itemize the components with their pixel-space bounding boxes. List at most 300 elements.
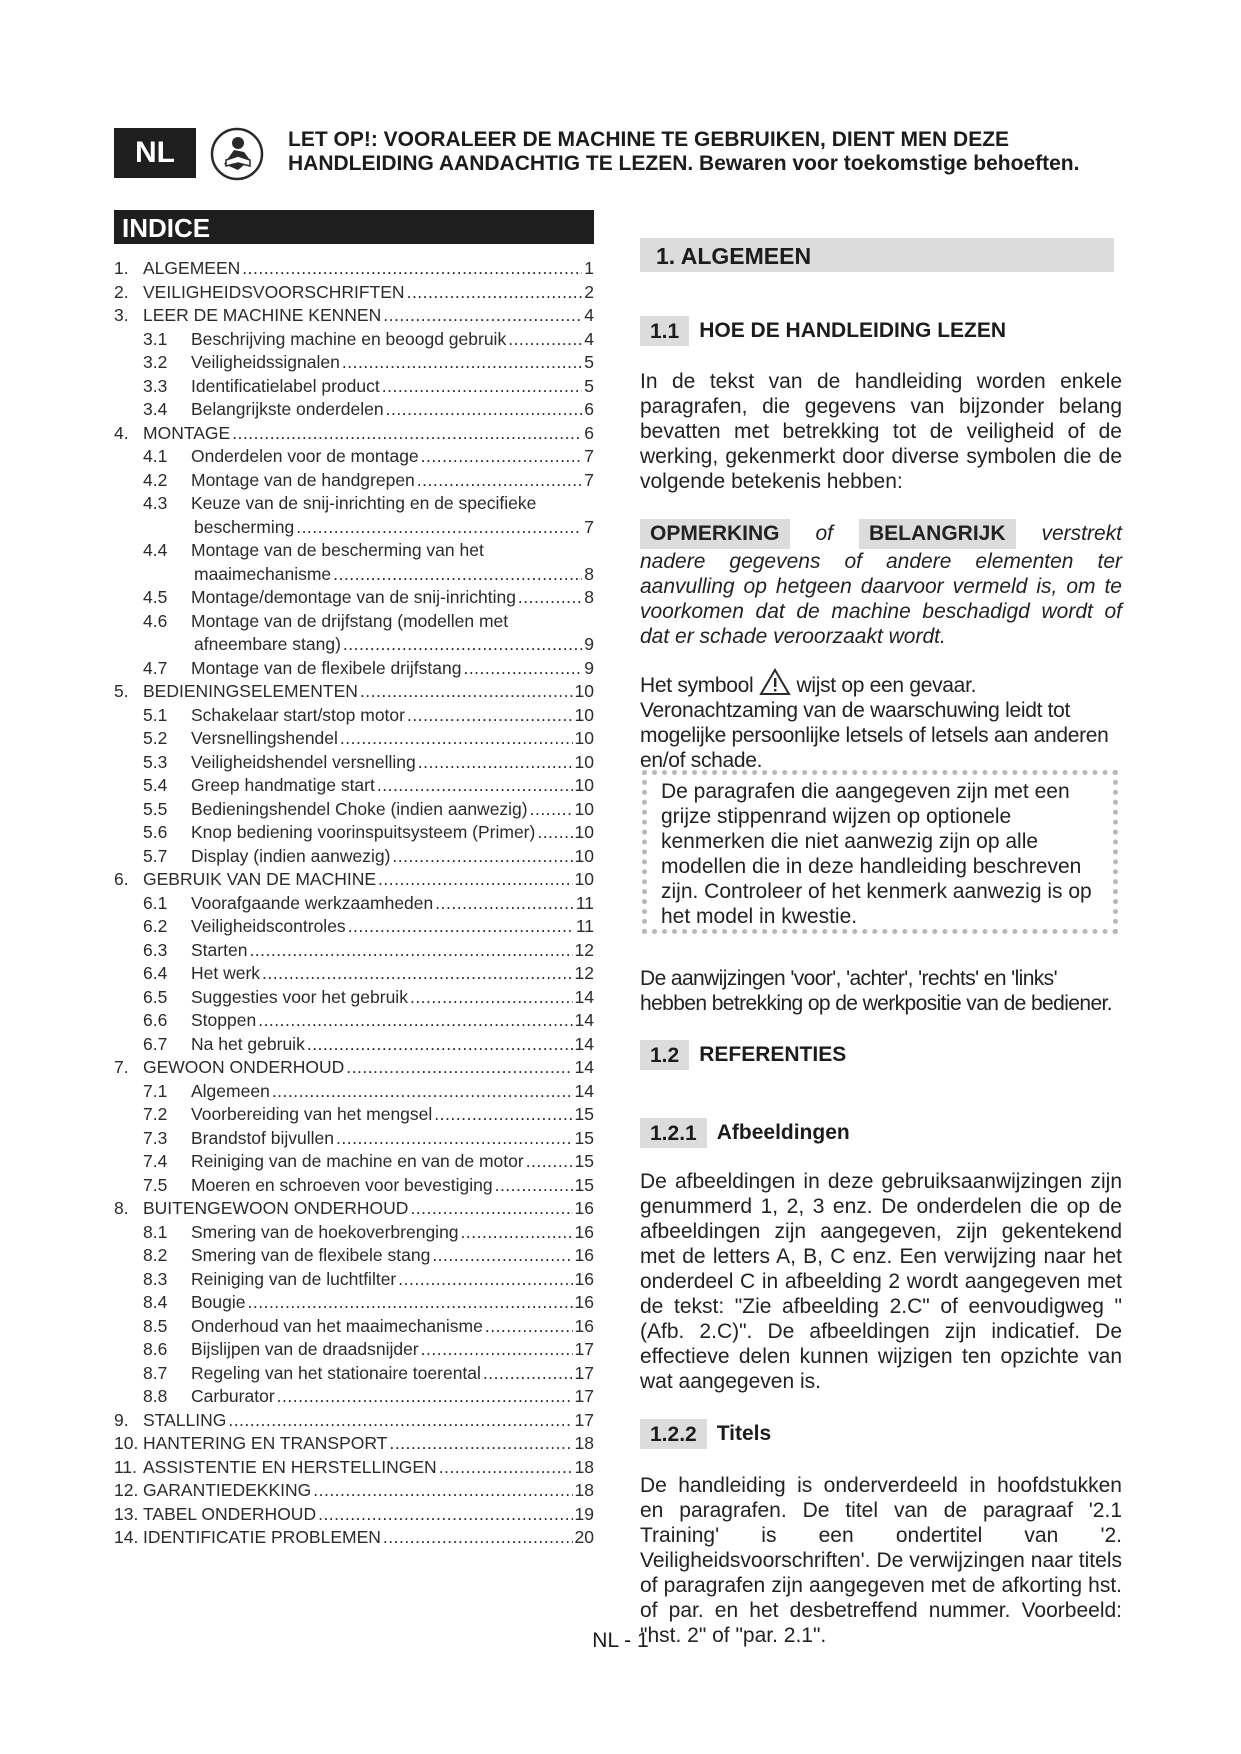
important-tag: BELANGRIJK bbox=[859, 519, 1016, 549]
toc-page: 9 bbox=[584, 657, 594, 678]
toc-number: 1. bbox=[114, 258, 129, 278]
toc-label: BUITENGEWOON ONDERHOUD bbox=[143, 1198, 409, 1218]
index-title: INDICE bbox=[114, 210, 594, 244]
toc-page: 16 bbox=[574, 1268, 594, 1289]
toc-label: Bedieningshendel Choke (indien aanwezig) bbox=[191, 798, 528, 819]
toc-number: 10. bbox=[114, 1433, 139, 1453]
toc-page: 2 bbox=[584, 281, 594, 302]
toc-number: 7.2 bbox=[143, 1104, 168, 1124]
toc-page: 12 bbox=[574, 939, 594, 960]
symbol-intro: Het symbool bbox=[640, 674, 754, 697]
toc-label: Veiligheidssignalen bbox=[191, 352, 340, 372]
toc-entry bbox=[114, 1127, 594, 1151]
toc-page: 19 bbox=[574, 1503, 594, 1524]
toc-number: 8.6 bbox=[143, 1339, 168, 1359]
toc-leader-dots bbox=[296, 516, 582, 540]
toc-entry bbox=[114, 1033, 594, 1057]
toc-page: 17 bbox=[574, 1339, 594, 1359]
images-paragraph: De afbeeldingen in deze gebruiksaanwijzingen zijn genummerd 1, 2, 3 enz. De onderdelen die op de afbeeldingen zijn aangegeven, zijn gekentekend met de letters A, B, C enz. Een verwijzing naar het onderdeel C in afbeelding 2 wordt aangegeven met de tekst: "Zie afbeelding 2.C" of eenvoudigweg "(Afb. 2.C)". De afbeeldingen zijn indicatief. De effectieve delen kunnen wijzigen ten opzichte van wat aangegeven is. bbox=[640, 1170, 1122, 1393]
toc-number: 5.2 bbox=[143, 728, 168, 748]
toc-entry bbox=[114, 539, 594, 563]
toc-leader-dots bbox=[483, 1362, 573, 1386]
toc-number: 4.2 bbox=[143, 469, 168, 490]
toc-page: 12 bbox=[574, 963, 594, 983]
toc-entry bbox=[114, 798, 594, 822]
toc-number: 7.3 bbox=[143, 1127, 168, 1148]
toc-number: 7.5 bbox=[143, 1174, 168, 1195]
section-title: REFERENTIES bbox=[699, 1043, 847, 1066]
toc-page: 18 bbox=[574, 1456, 594, 1477]
toc-number: 4.5 bbox=[143, 587, 168, 607]
section-title: Titels bbox=[716, 1422, 772, 1445]
toc-entry bbox=[114, 1432, 594, 1456]
toc-leader-dots bbox=[360, 680, 573, 704]
toc-label: Voorafgaande werkzaamheden bbox=[191, 892, 434, 913]
toc-number: 4.1 bbox=[143, 446, 168, 466]
toc-number: 5.7 bbox=[143, 845, 168, 866]
toc-entry bbox=[114, 281, 594, 305]
toc-number: 7. bbox=[114, 1057, 129, 1077]
toc-number: 14. bbox=[114, 1527, 139, 1547]
toc-leader-dots bbox=[421, 1338, 573, 1362]
toc-number: 5.5 bbox=[143, 798, 168, 819]
toc-page: 16 bbox=[574, 1198, 594, 1218]
toc-label: Regeling van het stationaire toerental bbox=[191, 1362, 481, 1383]
toc-page: 20 bbox=[574, 1527, 594, 1547]
toc-page: 7 bbox=[584, 446, 594, 466]
toc-entry bbox=[114, 892, 594, 916]
toc-number: 3.4 bbox=[143, 399, 168, 419]
toc-leader-dots bbox=[410, 1197, 572, 1221]
toc-number: 6.2 bbox=[143, 916, 168, 936]
toc-page: 10 bbox=[574, 869, 594, 889]
toc-number: 4.7 bbox=[143, 657, 168, 678]
section-1-1-heading bbox=[640, 316, 1006, 346]
toc-leader-dots bbox=[248, 1291, 573, 1315]
toc-label: TABEL ONDERHOUD bbox=[143, 1503, 317, 1524]
toc-label: Greep handmatige start bbox=[191, 775, 375, 795]
language-badge: NL bbox=[114, 128, 196, 178]
toc-leader-dots bbox=[333, 563, 582, 587]
toc-leader-dots bbox=[417, 469, 582, 493]
toc-label: Het werk bbox=[191, 963, 261, 983]
toc-page: 1 bbox=[584, 258, 594, 278]
toc-number: 4. bbox=[114, 422, 129, 443]
toc-leader-dots bbox=[461, 1221, 573, 1245]
toc-number: 5.4 bbox=[143, 775, 168, 795]
toc-label: Montage van de handgrepen bbox=[191, 469, 415, 490]
toc-page: 9 bbox=[584, 634, 594, 654]
toc-number: 5.1 bbox=[143, 704, 168, 725]
toc-page: 10 bbox=[574, 704, 594, 725]
toc-page: 17 bbox=[574, 1409, 594, 1430]
toc-entry bbox=[114, 328, 594, 352]
toc-page: 4 bbox=[584, 328, 594, 349]
toc-leader-dots bbox=[407, 704, 573, 728]
toc-label: STALLING bbox=[143, 1409, 227, 1430]
note-text: verstrekt nadere gegevens of andere elementen ter aanvulling op hetgeen daarvoor vermeld is, om te voorkomen dat de machine beschadigd wordt of dat er schade veroorzaakt wordt. bbox=[640, 522, 1123, 648]
toc-entry bbox=[114, 986, 594, 1010]
toc-number: 8.7 bbox=[143, 1362, 168, 1383]
toc-label: Reiniging van de machine en van de motor bbox=[191, 1151, 524, 1171]
toc-label: afneembare stang) bbox=[194, 634, 341, 654]
toc-label: Veiligheidscontroles bbox=[191, 916, 346, 936]
toc-number: 5.3 bbox=[143, 751, 168, 772]
toc-label: Montage van de bescherming van het bbox=[191, 540, 484, 560]
toc-page: 5 bbox=[584, 352, 594, 372]
toc-label: Suggesties voor het gebruik bbox=[191, 986, 408, 1007]
toc-entry bbox=[114, 1479, 594, 1503]
toc-page: 17 bbox=[574, 1386, 594, 1406]
toc-entry bbox=[114, 1268, 594, 1292]
toc-page: 14 bbox=[574, 1057, 594, 1077]
toc-entry bbox=[114, 516, 594, 540]
toc-leader-dots bbox=[232, 422, 582, 446]
toc-entry bbox=[114, 1526, 594, 1550]
section-title: Afbeeldingen bbox=[716, 1121, 850, 1144]
toc-leader-dots bbox=[434, 1103, 572, 1127]
toc-label: BEDIENINGSELEMENTEN bbox=[143, 681, 358, 701]
titles-paragraph: De handleiding is onderverdeeld in hoofdstukken en paragrafen. De titel van de paragraaf '2.1 Training' is een ondertitel van '2. Veiligheidsvoorschriften'. De verwijzingen naar titels of paragrafen zijn aangegeven met de afkorting hst. of par. en het desbetreffend nummer. Voorbeeld: "hst. 2" of "par. 2.1". bbox=[640, 1474, 1122, 1647]
toc-entry bbox=[114, 680, 594, 704]
toc-leader-dots bbox=[258, 1009, 572, 1033]
toc-leader-dots bbox=[485, 1315, 573, 1339]
toc-leader-dots bbox=[421, 445, 583, 469]
toc-page: 6 bbox=[584, 422, 594, 443]
reading-manual-icon bbox=[208, 126, 266, 182]
toc-number: 6.5 bbox=[143, 986, 168, 1007]
toc-leader-dots bbox=[383, 1526, 573, 1550]
toc-page: 14 bbox=[574, 1010, 594, 1030]
toc-page: 6 bbox=[584, 399, 594, 419]
toc-label: Stoppen bbox=[191, 1010, 257, 1030]
optional-features-text: De paragrafen die aangegeven zijn met een grijze stippenrand wijzen op optionele kenmerken die niet aanwezig zijn op alle modellen die in deze handleiding beschreven zijn. Controleer of het kenmerk aanwezig is op het model in kwestie. bbox=[661, 780, 1092, 928]
toc-page: 18 bbox=[574, 1433, 594, 1453]
toc-label: Brandstof bijvullen bbox=[191, 1127, 334, 1148]
toc-page: 14 bbox=[574, 1033, 594, 1054]
toc-entry bbox=[114, 1456, 594, 1480]
toc-entry bbox=[114, 469, 594, 493]
toc-number: 8.2 bbox=[143, 1245, 168, 1265]
toc-entry bbox=[114, 1103, 594, 1127]
toc-leader-dots bbox=[537, 821, 572, 845]
note-paragraph bbox=[640, 519, 1122, 649]
toc-page: 14 bbox=[574, 986, 594, 1007]
toc-number: 2. bbox=[114, 281, 129, 302]
toc-label: GEBRUIK VAN DE MACHINE bbox=[143, 869, 377, 889]
section-number: 1.2.2 bbox=[640, 1419, 707, 1449]
toc-entry bbox=[114, 1244, 594, 1268]
toc-entry bbox=[114, 704, 594, 728]
toc-label: Schakelaar start/stop motor bbox=[191, 704, 405, 725]
toc-page: 10 bbox=[574, 845, 594, 866]
toc-page: 18 bbox=[574, 1480, 594, 1500]
section-1-2-heading bbox=[640, 1040, 846, 1070]
toc-label: GARANTIEDEKKING bbox=[143, 1480, 312, 1500]
toc-leader-dots bbox=[262, 962, 572, 986]
toc-label: Onderdelen voor de montage bbox=[191, 446, 419, 466]
toc-page: 15 bbox=[574, 1174, 594, 1195]
toc-label: Bougie bbox=[191, 1292, 246, 1312]
toc-page: 8 bbox=[584, 563, 594, 584]
toc-page: 8 bbox=[584, 587, 594, 607]
toc-leader-dots bbox=[398, 1268, 572, 1292]
toc-page: 15 bbox=[574, 1151, 594, 1171]
toc-label: Smering van de flexibele stang bbox=[191, 1245, 431, 1265]
optional-features-box bbox=[642, 770, 1118, 934]
symbol-description: wijst op een gevaar. Veronachtzaming van de waarschuwing leidt tot mogelijke persoonlijke letsels of letsels aan anderen en/of schade. bbox=[640, 674, 1109, 772]
toc-leader-dots bbox=[249, 939, 572, 963]
toc-leader-dots bbox=[383, 304, 582, 328]
toc-number: 6.1 bbox=[143, 892, 168, 913]
toc-leader-dots bbox=[432, 1244, 572, 1268]
toc-entry bbox=[114, 727, 594, 751]
toc-leader-dots bbox=[382, 375, 583, 399]
toc-entry bbox=[114, 868, 594, 892]
toc-leader-dots bbox=[495, 1174, 573, 1198]
section-number: 1.2 bbox=[640, 1040, 689, 1070]
toc-page: 11 bbox=[575, 892, 594, 913]
toc-number: 8.3 bbox=[143, 1268, 168, 1289]
toc-number: 4.3 bbox=[143, 493, 168, 513]
section-number: 1.1 bbox=[640, 316, 689, 346]
toc-number: 6.4 bbox=[143, 963, 168, 983]
toc-leader-dots bbox=[435, 892, 574, 916]
toc-leader-dots bbox=[508, 328, 582, 352]
section-1-heading: 1. ALGEMEEN bbox=[640, 238, 1114, 272]
toc-label: Keuze van de snij-inrichting en de specifieke bbox=[191, 493, 537, 513]
toc-label: Identificatielabel product bbox=[191, 375, 380, 396]
toc-leader-dots bbox=[346, 1056, 572, 1080]
toc-number: 3.1 bbox=[143, 328, 168, 349]
toc-entry bbox=[114, 1197, 594, 1221]
toc-label: HANTERING EN TRANSPORT bbox=[143, 1433, 388, 1453]
toc-leader-dots bbox=[418, 751, 573, 775]
toc-number: 4.6 bbox=[143, 610, 168, 631]
toc-page: 16 bbox=[574, 1221, 594, 1242]
toc-entry bbox=[114, 774, 594, 798]
toc-entry bbox=[114, 1009, 594, 1033]
toc-page: 10 bbox=[574, 681, 594, 701]
toc-entry bbox=[114, 657, 594, 681]
toc-label: Montage/demontage van de snij-inrichting bbox=[191, 587, 516, 607]
toc-leader-dots bbox=[343, 633, 582, 657]
toc-number: 4.4 bbox=[143, 540, 168, 560]
toc-leader-dots bbox=[340, 727, 573, 751]
toc-leader-dots bbox=[439, 1456, 573, 1480]
intro-paragraph: In de tekst van de handleiding worden enkele paragrafen, die gegevens van bijzonder belang bevatten met betrekking tot de veiligheid of de werking, gekenmerkt door diverse symbolen die de volgende betekenis hebben: bbox=[640, 370, 1122, 493]
page-number: NL - 1 bbox=[592, 1629, 649, 1652]
toc-entry bbox=[114, 1362, 594, 1386]
warning-triangle-icon bbox=[759, 668, 791, 696]
toc-entry bbox=[114, 821, 594, 845]
toc-page: 10 bbox=[574, 775, 594, 795]
toc-entry bbox=[114, 1291, 594, 1315]
toc-leader-dots bbox=[526, 1150, 573, 1174]
toc-label: Display (indien aanwezig) bbox=[191, 845, 391, 866]
section-number: 1.2.1 bbox=[640, 1118, 707, 1148]
toc-page: 16 bbox=[574, 1245, 594, 1265]
section-title: HOE DE HANDLEIDING LEZEN bbox=[699, 319, 1007, 342]
toc-number: 9. bbox=[114, 1409, 129, 1430]
toc-entry bbox=[114, 492, 594, 516]
toc-label: VEILIGHEIDSVOORSCHRIFTEN bbox=[143, 281, 405, 302]
toc-entry bbox=[114, 1221, 594, 1245]
toc-page: 16 bbox=[574, 1292, 594, 1312]
toc-entry bbox=[114, 398, 594, 422]
toc-label: bescherming bbox=[194, 516, 295, 537]
toc-label: Montage van de flexibele drijfstang bbox=[191, 657, 462, 678]
toc-page: 15 bbox=[574, 1127, 594, 1148]
directions-paragraph: De aanwijzingen 'voor', 'achter', 'rechts' en 'links' hebben betrekking op de werkpositie van de bediener. bbox=[640, 967, 1112, 1015]
toc-label: IDENTIFICATIE PROBLEMEN bbox=[143, 1527, 381, 1547]
toc-label: Versnellingshendel bbox=[191, 728, 338, 748]
toc-entry bbox=[114, 586, 594, 610]
toc-number: 11. bbox=[114, 1456, 138, 1477]
toc-label: maaimechanisme bbox=[194, 563, 332, 584]
toc-page: 16 bbox=[574, 1315, 594, 1336]
toc-page: 15 bbox=[574, 1104, 594, 1124]
toc-entry bbox=[114, 633, 594, 657]
toc-entry bbox=[114, 257, 594, 281]
section-1-2-2-heading bbox=[640, 1419, 771, 1449]
toc-entry bbox=[114, 845, 594, 869]
toc-leader-dots bbox=[336, 1127, 573, 1151]
toc-page: 7 bbox=[584, 516, 594, 537]
toc-entry bbox=[114, 1056, 594, 1080]
toc-entry bbox=[114, 422, 594, 446]
toc-entry bbox=[114, 351, 594, 375]
toc-label: Knop bediening voorinspuitsysteem (Primer) bbox=[191, 822, 536, 842]
toc-page: 17 bbox=[574, 1362, 594, 1383]
toc-label: Starten bbox=[191, 939, 248, 960]
toc-page: 10 bbox=[574, 728, 594, 748]
toc-number: 8.4 bbox=[143, 1292, 168, 1312]
toc-entry bbox=[114, 962, 594, 986]
toc-label: Onderhoud van het maaimechanisme bbox=[191, 1315, 483, 1336]
toc-page: 11 bbox=[575, 916, 594, 936]
toc-label: Veiligheidshendel versnelling bbox=[191, 751, 416, 772]
toc-label: Belangrijkste onderdelen bbox=[191, 399, 384, 419]
toc-entry bbox=[114, 375, 594, 399]
toc-number: 3.3 bbox=[143, 375, 168, 396]
toc-leader-dots bbox=[392, 845, 572, 869]
toc-leader-dots bbox=[242, 257, 582, 281]
toc-entry bbox=[114, 1174, 594, 1198]
toc-entry bbox=[114, 563, 594, 587]
toc-label: Smering van de hoekoverbrenging bbox=[191, 1221, 459, 1242]
toc-number: 12. bbox=[114, 1480, 139, 1500]
toc-leader-dots bbox=[518, 586, 582, 610]
toc-number: 13. bbox=[114, 1503, 139, 1524]
toc-leader-dots bbox=[277, 1385, 573, 1409]
toc-leader-dots bbox=[348, 915, 574, 939]
toc-number: 7.1 bbox=[143, 1080, 168, 1101]
toc-page: 7 bbox=[584, 469, 594, 490]
toc-number: 6. bbox=[114, 869, 129, 889]
note-tag: OPMERKING bbox=[640, 519, 790, 549]
toc-label: Beschrijving machine en beoogd gebruik bbox=[191, 328, 507, 349]
toc-number: 7.4 bbox=[143, 1151, 168, 1171]
toc-number: 6.3 bbox=[143, 939, 168, 960]
toc-number: 5. bbox=[114, 681, 129, 701]
toc-number: 6.7 bbox=[143, 1033, 168, 1054]
toc-label: Voorbereiding van het mengsel bbox=[191, 1104, 433, 1124]
toc-leader-dots bbox=[378, 868, 572, 892]
toc-entry bbox=[114, 751, 594, 775]
toc-number: 6.6 bbox=[143, 1010, 168, 1030]
toc-entry bbox=[114, 939, 594, 963]
toc-number: 5.6 bbox=[143, 822, 168, 842]
read-manual-warning: LET OP!: VOORALEER DE MACHINE TE GEBRUIKEN, DIENT MEN DEZE HANDLEIDING AANDACHTIG TE LEZEN. Bewaren voor toekomstige behoeften. bbox=[288, 128, 1080, 175]
toc-leader-dots bbox=[228, 1409, 572, 1433]
toc-label: Moeren en schroeven voor bevestiging bbox=[191, 1174, 493, 1195]
toc-label: Algemeen bbox=[191, 1080, 270, 1101]
toc-entry bbox=[114, 1409, 594, 1433]
toc-entry bbox=[114, 1315, 594, 1339]
toc-entry bbox=[114, 1503, 594, 1527]
toc-number: 8.1 bbox=[143, 1221, 168, 1242]
table-of-contents bbox=[114, 257, 594, 1550]
toc-leader-dots bbox=[377, 774, 573, 798]
toc-label: ALGEMEEN bbox=[143, 258, 241, 278]
toc-number: 8.8 bbox=[143, 1386, 168, 1406]
toc-leader-dots bbox=[463, 657, 582, 681]
toc-page: 10 bbox=[574, 751, 594, 772]
toc-leader-dots bbox=[313, 1479, 572, 1503]
toc-entry bbox=[114, 1385, 594, 1409]
toc-label: MONTAGE bbox=[143, 422, 231, 443]
toc-leader-dots bbox=[272, 1080, 573, 1104]
note-or: of bbox=[815, 522, 834, 545]
toc-entry bbox=[114, 610, 594, 634]
toc-entry bbox=[114, 445, 594, 469]
toc-label: Montage van de drijfstang (modellen met bbox=[191, 610, 509, 631]
toc-page: 10 bbox=[574, 798, 594, 819]
toc-leader-dots bbox=[407, 281, 583, 305]
toc-number: 3. bbox=[114, 305, 129, 325]
toc-page: 5 bbox=[584, 375, 594, 396]
toc-label: Bijslijpen van de draadsnijder bbox=[191, 1339, 419, 1359]
toc-entry bbox=[114, 915, 594, 939]
toc-number: 8. bbox=[114, 1198, 129, 1218]
toc-leader-dots bbox=[530, 798, 573, 822]
toc-entry bbox=[114, 1338, 594, 1362]
toc-leader-dots bbox=[386, 398, 583, 422]
toc-leader-dots bbox=[318, 1503, 572, 1527]
toc-label: GEWOON ONDERHOUD bbox=[143, 1057, 345, 1077]
toc-label: Carburator bbox=[191, 1386, 275, 1406]
toc-entry bbox=[114, 1080, 594, 1104]
toc-page: 14 bbox=[574, 1080, 594, 1101]
toc-leader-dots bbox=[389, 1432, 572, 1456]
section-1-2-1-heading bbox=[640, 1118, 850, 1148]
toc-label: ASSISTENTIE EN HERSTELLINGEN bbox=[143, 1456, 437, 1477]
toc-entry bbox=[114, 304, 594, 328]
toc-number: 3.2 bbox=[143, 352, 168, 372]
toc-page: 10 bbox=[574, 822, 594, 842]
toc-leader-dots bbox=[410, 986, 573, 1010]
toc-label: Na het gebruik bbox=[191, 1033, 305, 1054]
toc-leader-dots bbox=[342, 351, 582, 375]
toc-leader-dots bbox=[307, 1033, 573, 1057]
toc-entry bbox=[114, 1150, 594, 1174]
toc-number: 8.5 bbox=[143, 1315, 168, 1336]
toc-label: Reiniging van de luchtfilter bbox=[191, 1268, 397, 1289]
toc-label: LEER DE MACHINE KENNEN bbox=[143, 305, 382, 325]
danger-symbol-paragraph bbox=[640, 668, 1130, 773]
toc-page: 4 bbox=[584, 305, 594, 325]
